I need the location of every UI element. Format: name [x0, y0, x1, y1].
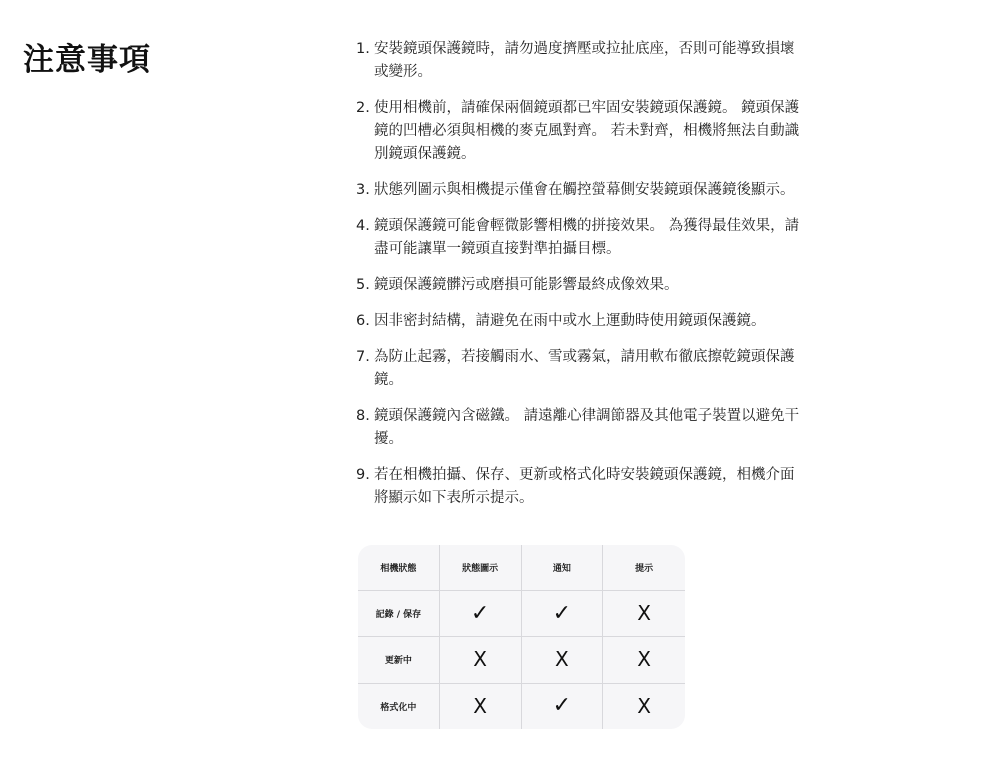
row-label: 記錄 / 保存: [358, 591, 440, 637]
list-item-text: 為防止起霧，若接觸雨水、雪或霧氣，請用軟布徹底擦乾鏡頭保護鏡。: [374, 349, 795, 388]
list-item-text: 安裝鏡頭保護鏡時，請勿過度擠壓或拉扯底座，否則可能導致損壞或變形。: [374, 41, 795, 80]
list-item: [356, 179, 808, 202]
row-label: 更新中: [358, 637, 440, 683]
status-mark: X: [637, 647, 651, 672]
table-row: [358, 684, 685, 729]
list-item-number: 6.: [356, 313, 370, 329]
table-cell: [440, 684, 522, 729]
status-mark: ✓: [470, 600, 490, 626]
list-item-number: 5.: [356, 277, 370, 293]
table-row: [358, 637, 685, 683]
list-item-text: 使用相機前，請確保兩個鏡頭都已牢固安裝鏡頭保護鏡。 鏡頭保護鏡的凹槽必須與相機的麥克風對齊。 若未對齊，相機將無法自動識別鏡頭保護鏡。: [374, 100, 800, 162]
status-mark: X: [473, 693, 487, 718]
table-header-status-icon: 狀態圖示: [440, 545, 522, 591]
table-header-camera-status: 相機狀態: [358, 545, 440, 591]
list-item: [356, 38, 808, 84]
list-item-text: 鏡頭保護鏡髒污或磨損可能影響最終成像效果。: [374, 277, 679, 293]
list-item-number: 1.: [356, 41, 370, 57]
list-item-text: 鏡頭保護鏡可能會輕微影響相機的拼接效果。 為獲得最佳效果，請盡可能讓單一鏡頭直接對準拍攝目標。: [374, 218, 800, 257]
table-cell: [440, 591, 522, 637]
list-item: [356, 97, 808, 166]
list-item: [356, 310, 808, 333]
page-title: 注意事項: [23, 42, 151, 78]
status-mark: X: [637, 693, 651, 718]
status-mark: ✓: [552, 600, 572, 626]
table-row: [358, 591, 685, 637]
list-item: [356, 405, 808, 451]
list-item-number: 4.: [356, 218, 370, 234]
table-cell: [522, 684, 604, 729]
list-item-text: 鏡頭保護鏡內含磁鐵。 請遠離心律調節器及其他電子裝置以避免干擾。: [374, 408, 800, 447]
list-item-number: 2.: [356, 100, 370, 116]
list-item-text: 狀態列圖示與相機提示僅會在觸控螢幕側安裝鏡頭保護鏡後顯示。: [374, 182, 795, 198]
status-mark: X: [473, 647, 487, 672]
list-item-number: 9.: [356, 467, 370, 483]
status-mark: X: [555, 647, 569, 672]
list-item-text: 因非密封結構，請避免在雨中或水上運動時使用鏡頭保護鏡。: [374, 313, 766, 329]
list-item: [356, 274, 808, 297]
table-header-row: [358, 545, 685, 591]
list-item-number: 8.: [356, 408, 370, 424]
table-header-prompt: 提示: [603, 545, 685, 591]
table-cell: [603, 684, 685, 729]
table-cell: [440, 637, 522, 683]
table-header-notification: 通知: [522, 545, 604, 591]
notes-list: [356, 38, 808, 523]
status-mark: X: [637, 601, 651, 626]
table-cell: [522, 637, 604, 683]
list-item: [356, 215, 808, 261]
table-cell: [603, 637, 685, 683]
list-item-number: 7.: [356, 349, 370, 365]
table-cell: [603, 591, 685, 637]
camera-status-table: [358, 545, 685, 729]
list-item-text: 若在相機拍攝、保存、更新或格式化時安裝鏡頭保護鏡，相機介面將顯示如下表所示提示。: [374, 467, 795, 506]
list-item: [356, 346, 808, 392]
status-mark: ✓: [552, 693, 572, 719]
list-item: [356, 464, 808, 510]
table-cell: [522, 591, 604, 637]
row-label: 格式化中: [358, 684, 440, 729]
list-item-number: 3.: [356, 182, 370, 198]
